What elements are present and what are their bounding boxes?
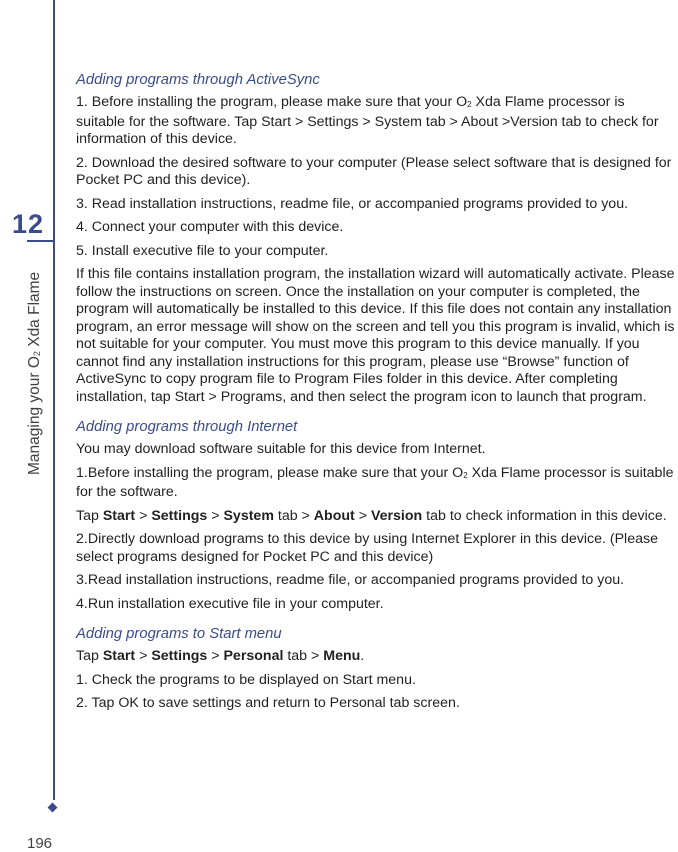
paragraph: 5. Install executive file to your computer. [76,242,329,259]
section-activesync [76,71,676,406]
diamond-bullet-icon [47,803,57,813]
section-start-menu [76,625,676,713]
paragraph: Tap Start > Settings > System tab > About > Version tab to check information in this device. [76,507,667,524]
paragraph: Tap Start > Settings > Personal tab > Menu. [76,648,365,664]
page-number: 196 [27,835,53,852]
section-heading: Adding programs through Internet [76,419,298,435]
paragraph: 3. Read installation instructions, readme file, or accompanied programs provided to you. [76,195,629,212]
paragraph: 1. Check the programs to be displayed on Start menu. [76,671,416,688]
paragraph: 3.Read installation instructions, readme file, or accompanied programs provided to you. [76,572,625,588]
paragraph: 2. Tap OK to save settings and return to Personal tab screen. [76,695,460,711]
page-content [76,71,676,719]
paragraph: 4. Connect your computer with this device. [76,219,344,235]
paragraph: 4.Run installation executive file in your computer. [76,595,384,612]
section-internet [76,418,676,613]
chapter-number: 12 [12,209,45,239]
chapter-underline [27,240,53,242]
paragraph: 1.Before installing the program, please make sure that your $O_2$ Xda Flame processor is suitable for the software. [76,464,674,500]
paragraph: 2.Directly download programs to this device by using Internet Explorer in this device. (Please select programs designed for Pocket PC and this device) [76,531,658,565]
margin-rule [53,0,55,800]
chapter-side-title: Managing your $O_2$ Xda Flame [26,271,43,475]
paragraph: 2. Download the desired software to your computer (Please select software that is designed for Pocket PC and this device). [76,154,672,188]
section-heading: Adding programs to Start menu [76,626,282,642]
paragraph: If this file contains installation program, the installation wizard will automatically activate. Please follow the instructions on screen. Once the installation on your computer is completed, the program will automatically be installed to this device. If this file does not contain any installation program, an error message will show on the screen and tell you this program is invalid, which is not suitable for your computer. You must move this program to this device manually. If you cannot find any installation instructions for this program, please use “Browse” function of ActiveSync to copy program file to Program Files folder in this device. After completing installation, tap Start > Programs, and then select the program icon to launch that program. [76,266,675,405]
paragraph: You may download software suitable for this device from Internet. [76,441,486,457]
paragraph: 1. Before installing the program, please make sure that your $O_2$ Xda Flame processor is suitable for the software. Tap Start > Settings > System tab > About >Version tab to check for information of this device. [76,94,659,147]
section-heading: Adding programs through ActiveSync [76,72,320,88]
